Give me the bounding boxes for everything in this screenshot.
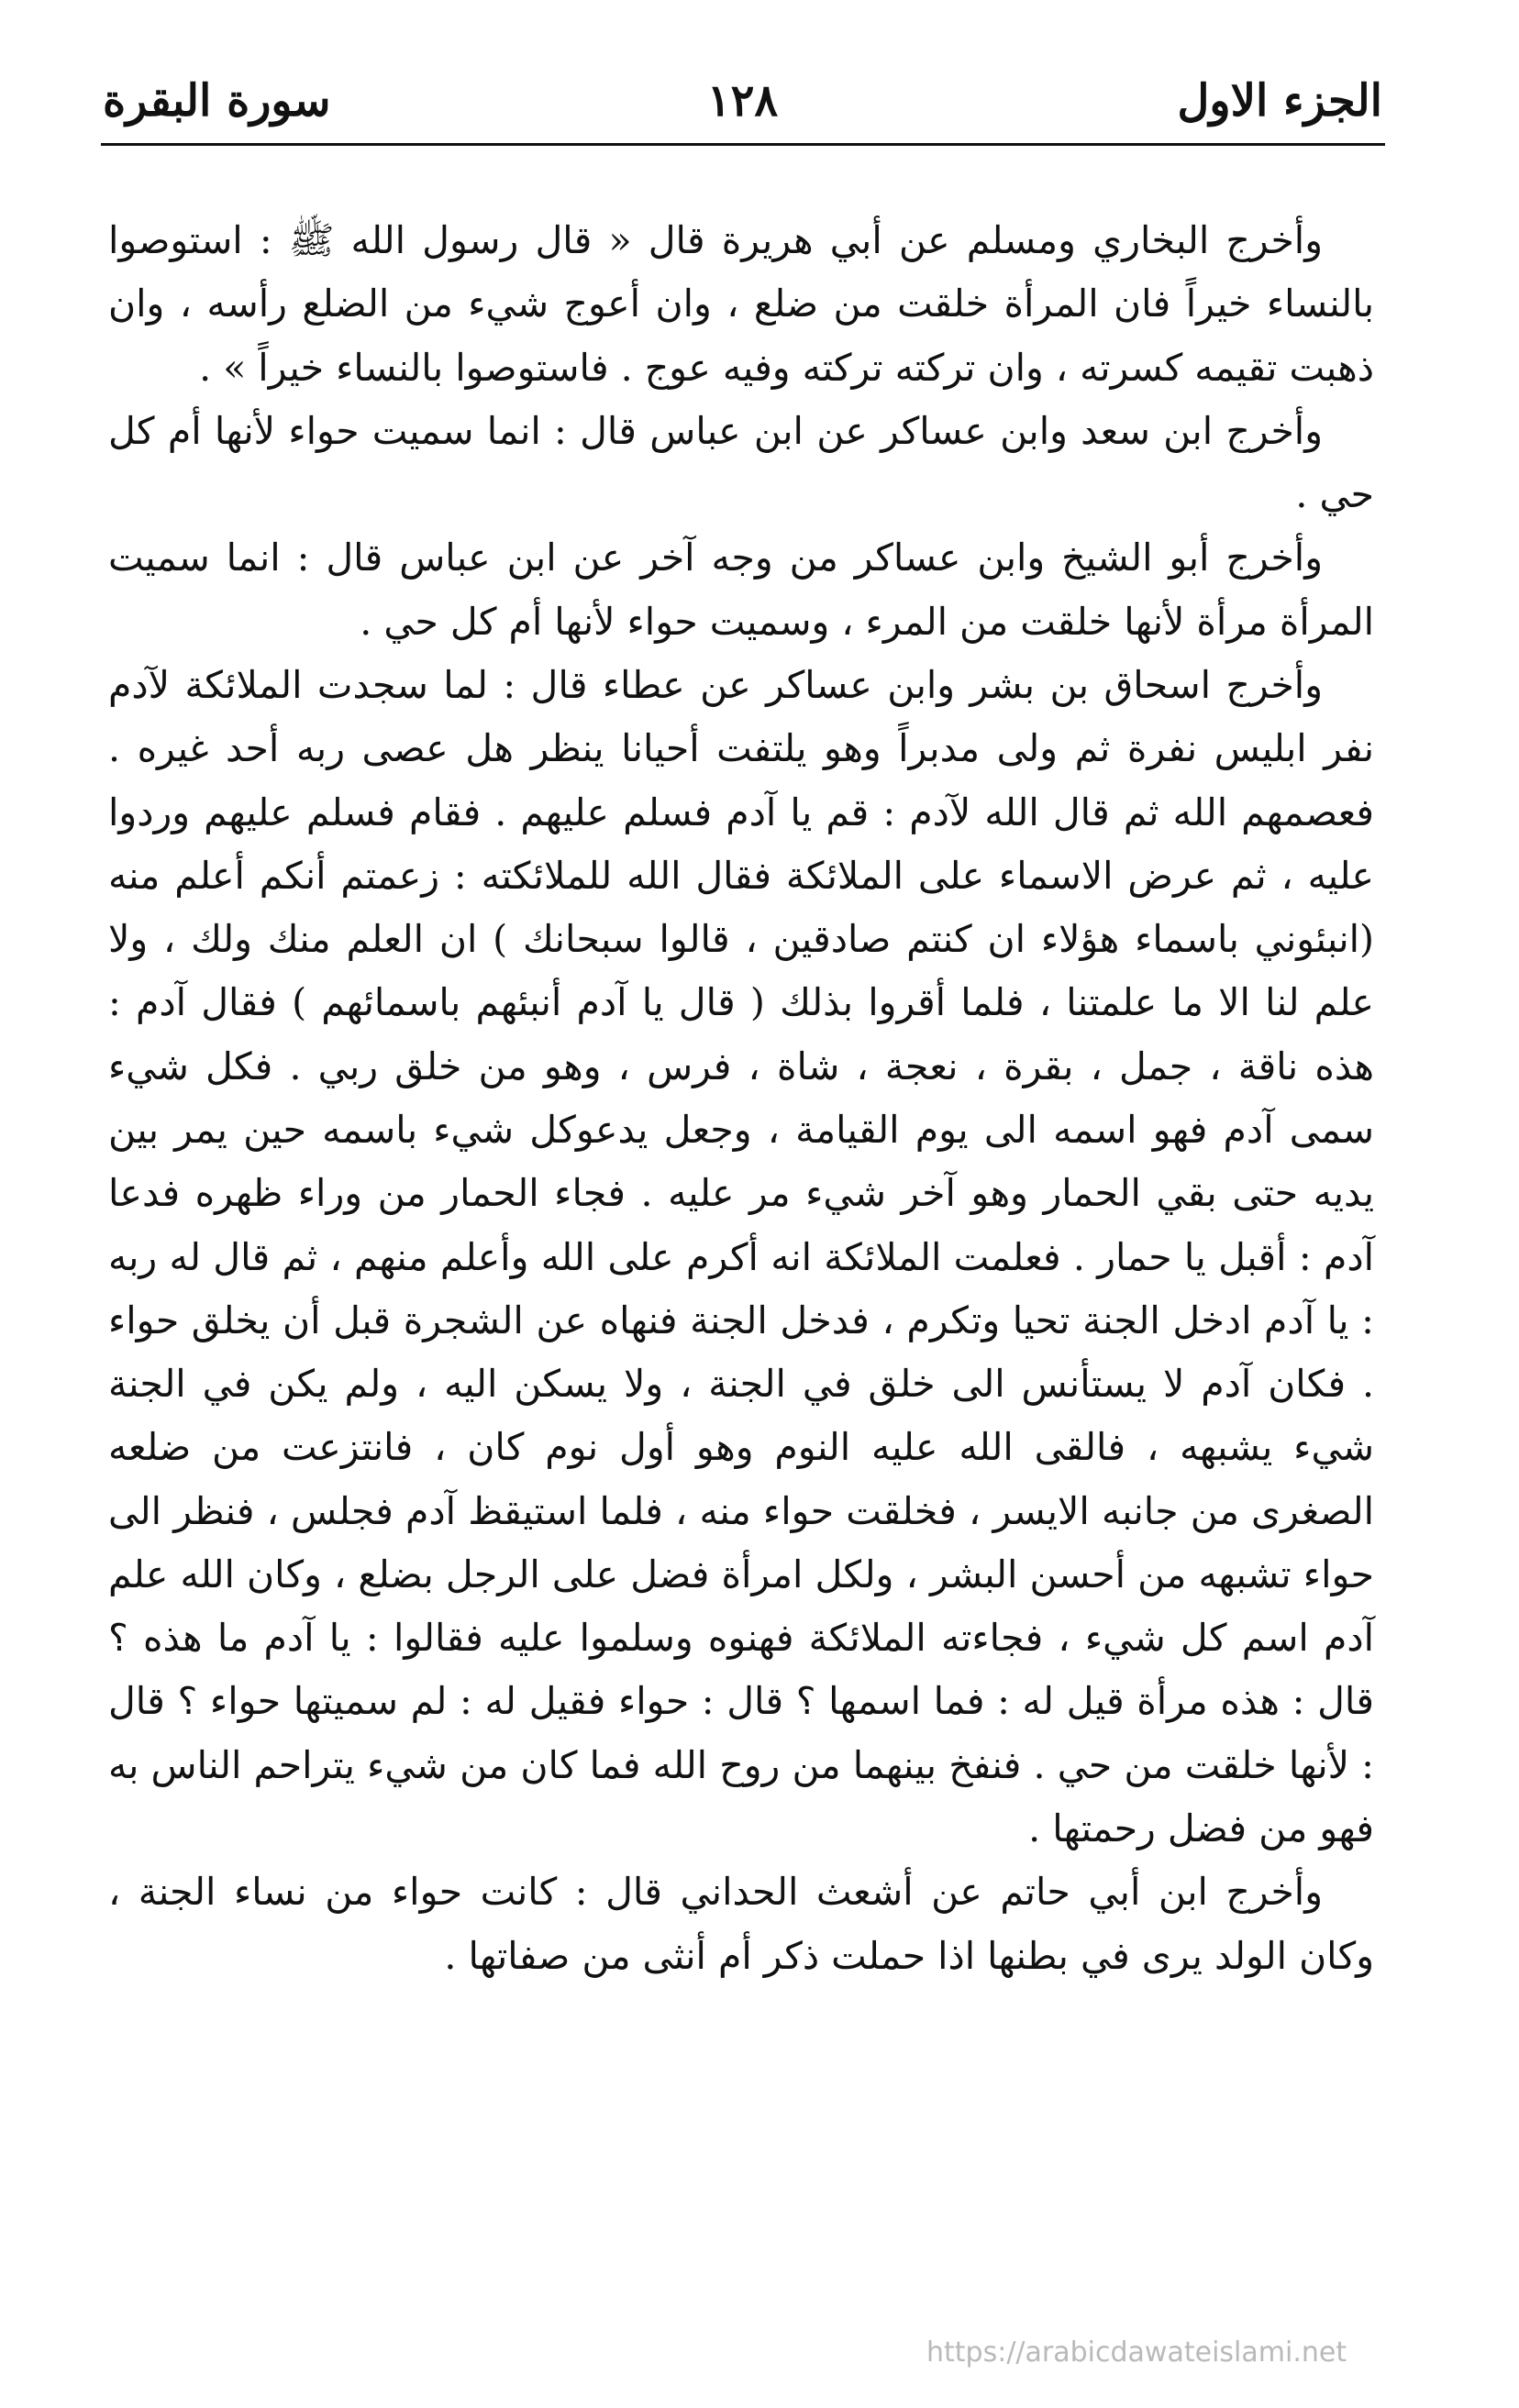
paragraph-abu-alshaykh: وأخرج أبو الشيخ وابن عساكر من وجه آخر عن ابن عباس قال : انما سميت المرأة مرأة لأنها خلقت من المرء ، وسميت حواء لأنها أم كل حي .	[108, 536, 1374, 644]
source-watermark: https://arabicdawateislami.net	[926, 2336, 1347, 2369]
paragraph-ibn-saad: وأخرج ابن سعد وابن عساكر عن ابن عباس قال : انما سميت حواء لأنها أم كل حي .	[108, 408, 1374, 517]
paragraph-ibn-abi-hatim: وأخرج ابن أبي حاتم عن أشعث الحداني قال : كانت حواء من نساء الجنة ، وكان الولد يرى في بطنها اذا حملت ذكر أم أنثى من صفاتها .	[108, 1870, 1374, 1978]
running-header	[103, 64, 1382, 138]
paragraph-bukhari-muslim: وأخرج البخاري ومسلم عن أبي هريرة قال « قال رسول الله ﷺ : استوصوا بالنساء خيراً فان المرأة خلقت من ضلع ، وان أعوج شيء من الضلع رأسه ، وان ذهبت تقيمه كسرته ، وان تركته تركته وفيه عوج . فاستوصوا بالنساء خيراً » .	[108, 218, 1374, 390]
surah-label: سورة البقرة	[103, 75, 331, 127]
paragraph-ishaq-ibn-bishr: وأخرج اسحاق بن بشر وابن عساكر عن عطاء قال : لما سجدت الملائكة لآدم نفر ابليس نفرة ثم ولى مدبراً وهو يلتفت أحيانا ينظر هل عصى ربه أحد غيره . فعصمهم الله ثم قال الله لآدم : قم يا آدم فسلم عليهم . فقام فسلم عليهم وردوا عليه ، ثم عرض الاسماء على الملائكة فقال الله للملائكته : زعمتم أنكم أعلم منه (انبئوني باسماء هؤلاء ان كنتم صادقين ، قالوا سبحانك ) ان العلم منك ولك ، ولا علم لنا الا ما علمتنا ، فلما أقروا بذلك ( قال يا آدم أنبئهم باسمائهم ) فقال آدم : هذه ناقة ، جمل ، بقرة ، نعجة ، شاة ، فرس ، وهو من خلق ربي . فكل شيء سمى آدم فهو اسمه الى يوم القيامة ، وجعل يدعوكل شيء باسمه حين يمر بين يديه حتى بقي الحمار وهو آخر شيء مر عليه . فجاء الحمار من وراء ظهره فدعا آدم : أقبل يا حمار . فعلمت الملائكة انه أكرم على الله وأعلم منهم ، ثم قال له ربه : يا آدم ادخل الجنة تحيا وتكرم ، فدخل الجنة فنهاه عن الشجرة قبل أن يخلق حواء . فكان آدم لا يستأنس الى خلق في الجنة ، ولا يسكن اليه ، ولم يكن في الجنة شيء يشبهه ، فالقى الله عليه النوم وهو أول نوم كان ، فانتزعت من ضلعه الصغرى من جانبه الايسر ، فخلقت حواء منه ، فلما استيقظ آدم فجلس ، فنظر الى حواء تشبهه من أحسن البشر ، ولكل امرأة فضل على الرجل بضلع ، وكان الله علم آدم اسم كل شيء ، فجاءته الملائكة فهنوه وسلموا عليه فقالوا : يا آدم ما هذه ؟ قال : هذه مرأة قيل له : فما اسمها ؟ قال : حواء فقيل له : لم سميتها حواء ؟ قال : لأنها خلقت من حي . فنفخ بينهما من روح الله فما كان من شيء يتراحم الناس به فهو من فضل رحمتها .	[108, 662, 1374, 1851]
page-number: ١٢٨	[706, 75, 779, 127]
page-body	[108, 209, 1374, 2300]
volume-label: الجزء الاول	[1177, 75, 1382, 127]
header-rule	[101, 143, 1385, 146]
